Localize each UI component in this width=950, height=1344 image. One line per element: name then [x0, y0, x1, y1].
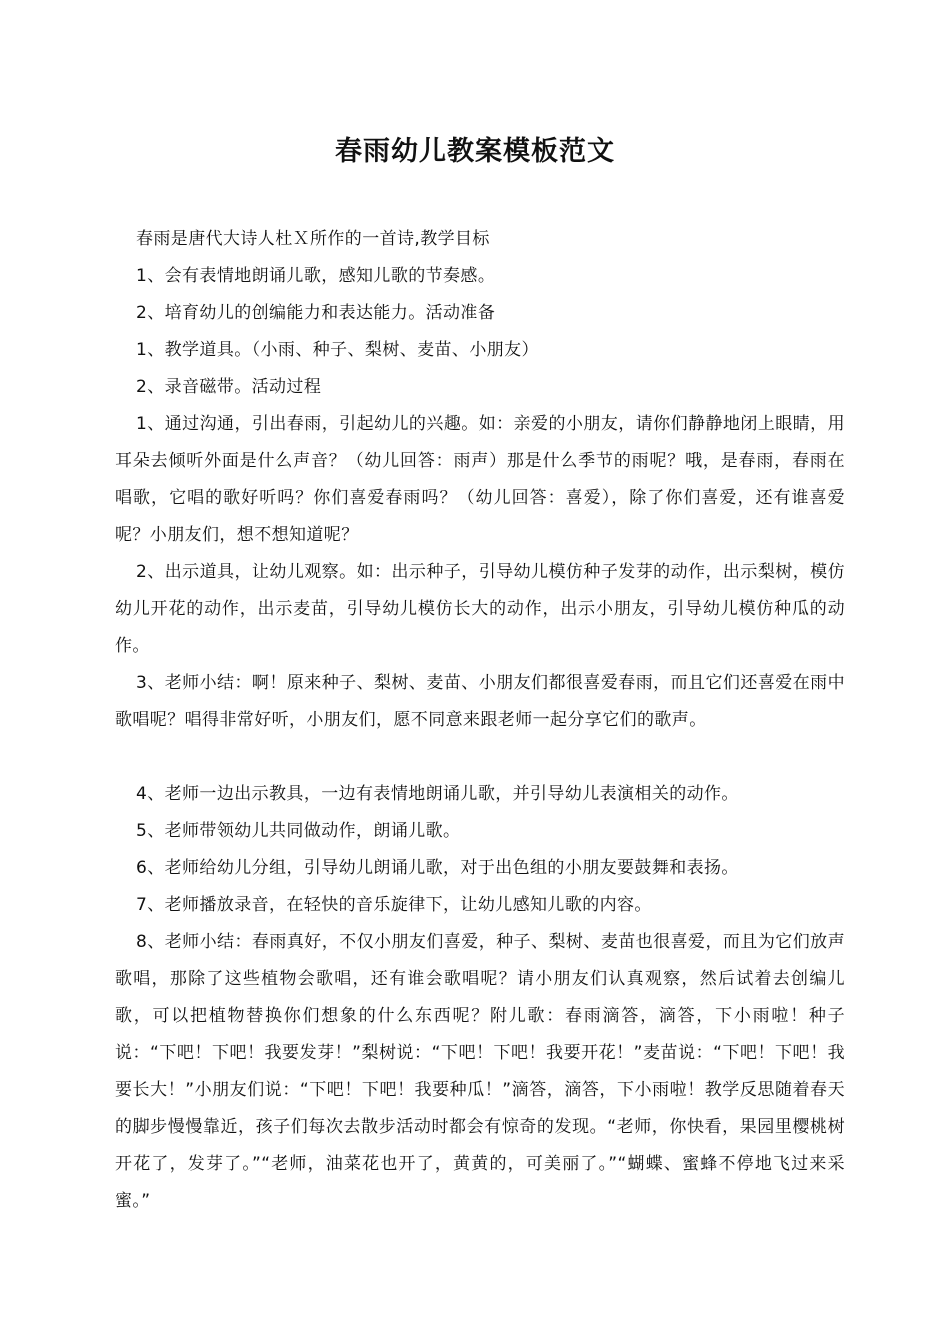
paragraph-prep-1: 1、教学道具。（小雨、种子、梨树、麦苗、小朋友） [136, 340, 539, 360]
paragraph-step-4: 4、老师一边出示教具，一边有表情地朗诵儿歌，并引导幼儿表演相关的动作。 [136, 784, 739, 804]
paragraph-step-8: 8、老师小结：春雨真好，不仅小朋友们喜爱，种子、梨树、麦苗也很喜爱，而且为它们放声歌唱，那除了这些植物会歌唱，还有谁会歌唱呢？请小朋友们认真观察，然后试着去创编儿歌，可以把植物替换你们想象的什么东西呢？附儿歌：春雨滴答，滴答，下小雨啦！种子说：“下吧！下吧！我要发芽！”梨树说：“下吧！下吧！我要开花！”麦苗说：“下吧！下吧！我要长大！”小朋友们说：“下吧！下吧！我要种瓜！”滴答，滴答，下小雨啦！教学反思随着春天的脚步慢慢靠近，孩子们每次去散步活动时都会有惊奇的发现。“老师，你快看，果园里樱桃树开花了，发芽了。”“老师，油菜花也开了，黄黄的，可美丽了。”“蝴蝶、蜜蜂不停地飞过来采蜜。” [115, 932, 845, 1211]
document-title: 春雨幼儿教案模板范文 [335, 136, 615, 167]
paragraph-prep-2: 2、录音磁带。活动过程 [136, 377, 322, 397]
document-body [115, 221, 845, 1220]
paragraph-step-2: 2、出示道具，让幼儿观察。如：出示种子，引导幼儿模仿种子发芽的动作，出示梨树，模仿幼儿开花的动作，出示麦苗，引导幼儿模仿长大的动作，出示小朋友，引导幼儿模仿种瓜的动作。 [115, 562, 845, 656]
paragraph-spacer [115, 739, 845, 776]
paragraph-goal-1: 1、会有表情地朗诵儿歌，感知儿歌的节奏感。 [136, 266, 496, 286]
paragraph-step-6: 6、老师给幼儿分组，引导幼儿朗诵儿歌，对于出色组的小朋友要鼓舞和表扬。 [136, 858, 739, 878]
paragraph-intro: 春雨是唐代大诗人杜Ｘ所作的一首诗,教学目标 [136, 229, 490, 249]
paragraph-step-3: 3、老师小结：啊！原来种子、梨树、麦苗、小朋友们都很喜爱春雨，而且它们还喜爱在雨中歌唱呢？唱得非常好听，小朋友们，愿不同意来跟老师一起分享它们的歌声。 [115, 673, 845, 730]
paragraph-goal-2: 2、培育幼儿的创编能力和表达能力。活动准备 [136, 303, 496, 323]
paragraph-step-1: 1、通过沟通，引出春雨，引起幼儿的兴趣。如：亲爱的小朋友，请你们静静地闭上眼睛，用耳朵去倾听外面是什么声音？（幼儿回答：雨声）那是什么季节的雨呢？哦，是春雨，春雨在唱歌，它唱的歌好听吗？你们喜爱春雨吗？（幼儿回答：喜爱），除了你们喜爱，还有谁喜爱呢？小朋友们，想不想知道呢？ [115, 414, 845, 545]
paragraph-step-5: 5、老师带领幼儿共同做动作，朗诵儿歌。 [136, 821, 461, 841]
paragraph-step-7: 7、老师播放录音，在轻快的音乐旋律下，让幼儿感知儿歌的内容。 [136, 895, 652, 915]
